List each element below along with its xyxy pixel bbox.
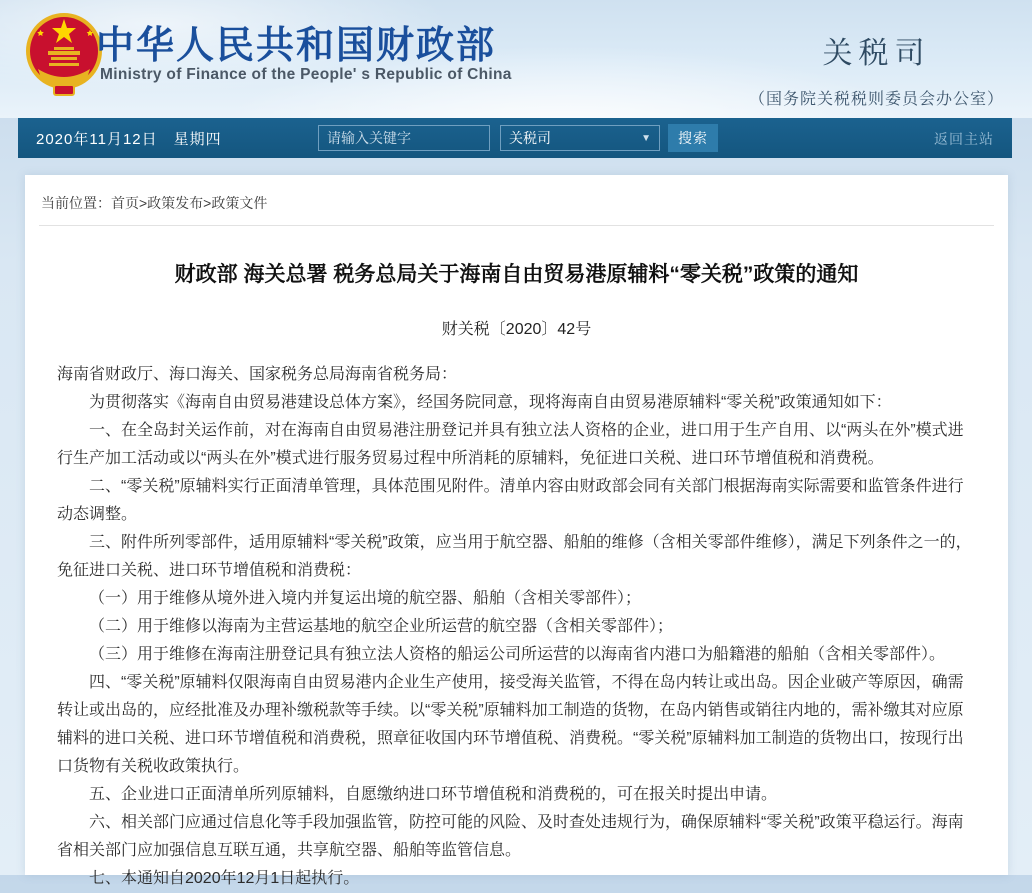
site-title-zh: 中华人民共和国财政部 <box>96 14 496 69</box>
chevron-down-icon: ▼ <box>641 133 651 144</box>
search-input[interactable] <box>318 125 490 151</box>
document-paragraph: 六、相关部门应通过信息化等手段加强监管，防控可能的风险、及时查处违规行为，确保原辅料“零关税”政策平稳运行。海南省相关部门应加强信息互联互通，共享航空器、船舶等监管信息。 <box>57 809 976 865</box>
document-paragraph: 五、企业进口正面清单所列原辅料，自愿缴纳进口环节增值税和消费税的，可在报关时提出申请。 <box>57 781 976 809</box>
current-date: 2020年11月12日 星期四 <box>36 128 222 149</box>
national-emblem-icon <box>24 11 104 99</box>
document-title: 财政部 海关总署 税务总局关于海南自由贸易港原辅料“零关税”政策的通知 <box>65 258 968 288</box>
breadcrumb[interactable]: 当前位置：首页>政策发布>政策文件 <box>25 175 1008 225</box>
content-panel <box>25 175 1008 875</box>
document-paragraph: （二）用于维修以海南为主营运基地的航空企业所运营的航空器（含相关零部件）； <box>57 613 976 641</box>
document-paragraph: 为贯彻落实《海南自由贸易港建设总体方案》，经国务院同意，现将海南自由贸易港原辅料“零关税”政策通知如下： <box>57 389 976 417</box>
search-scope-value: 关税司 <box>509 128 551 148</box>
department-block <box>749 28 1004 109</box>
document-paragraph: 三、附件所列零部件，适用原辅料“零关税”政策，应当用于航空器、船舶的维修（含相关零部件维修），满足下列条件之一的，免征进口关税、进口环节增值税和消费税： <box>57 529 976 585</box>
site-title-en: Ministry of Finance of the People' s Republic of China <box>100 66 512 84</box>
search-scope-select[interactable] <box>500 125 660 151</box>
document-paragraph: 二、“零关税”原辅料实行正面清单管理，具体范围见附件。清单内容由财政部会同有关部门根据海南实际需要和监管条件进行动态调整。 <box>57 473 976 529</box>
document-number: 财关税〔2020〕42号 <box>25 316 1008 339</box>
return-home-link[interactable]: 返回主站 <box>934 129 994 149</box>
document-paragraph: 一、在全岛封关运作前，对在海南自由贸易港注册登记并具有独立法人资格的企业，进口用于生产自用、以“两头在外”模式进行生产加工活动或以“两头在外”模式进行服务贸易过程中所消耗的原辅料，免征进口关税、进口环节增值税和消费税。 <box>57 417 976 473</box>
top-navbar <box>18 118 1012 158</box>
site-header <box>0 0 1032 118</box>
document-paragraph: （一）用于维修从境外进入境内并复运出境的航空器、船舶（含相关零部件）； <box>57 585 976 613</box>
document-paragraph: 七、本通知自2020年12月1日起执行。 <box>57 865 976 893</box>
document-paragraph: （三）用于维修在海南注册登记具有独立法人资格的船运公司所运营的以海南省内港口为船籍港的船舶（含相关零部件）。 <box>57 641 976 669</box>
document-paragraph: 海南省财政厅、海口海关、国家税务总局海南省税务局： <box>57 361 976 389</box>
document-paragraph: 四、“零关税”原辅料仅限海南自由贸易港内企业生产使用，接受海关监管，不得在岛内转让或出岛。因企业破产等原因，确需转让或出岛的，应经批准及办理补缴税款等手续。以“零关税”原辅料加工制造的货物，在岛内销售或销往内地的，需补缴其对应原辅料的进口关税、进口环节增值税和消费税，照章征收国内环节增值税、消费税。“零关税”原辅料加工制造的货物出口，按现行出口货物有关税收政策执行。 <box>57 669 976 781</box>
department-name: 关税司 <box>749 28 1004 72</box>
department-subtitle: （国务院关税税则委员会办公室） <box>749 86 1004 109</box>
document-body <box>57 361 976 893</box>
search-button[interactable]: 搜索 <box>668 124 718 152</box>
breadcrumb-divider <box>39 225 994 226</box>
